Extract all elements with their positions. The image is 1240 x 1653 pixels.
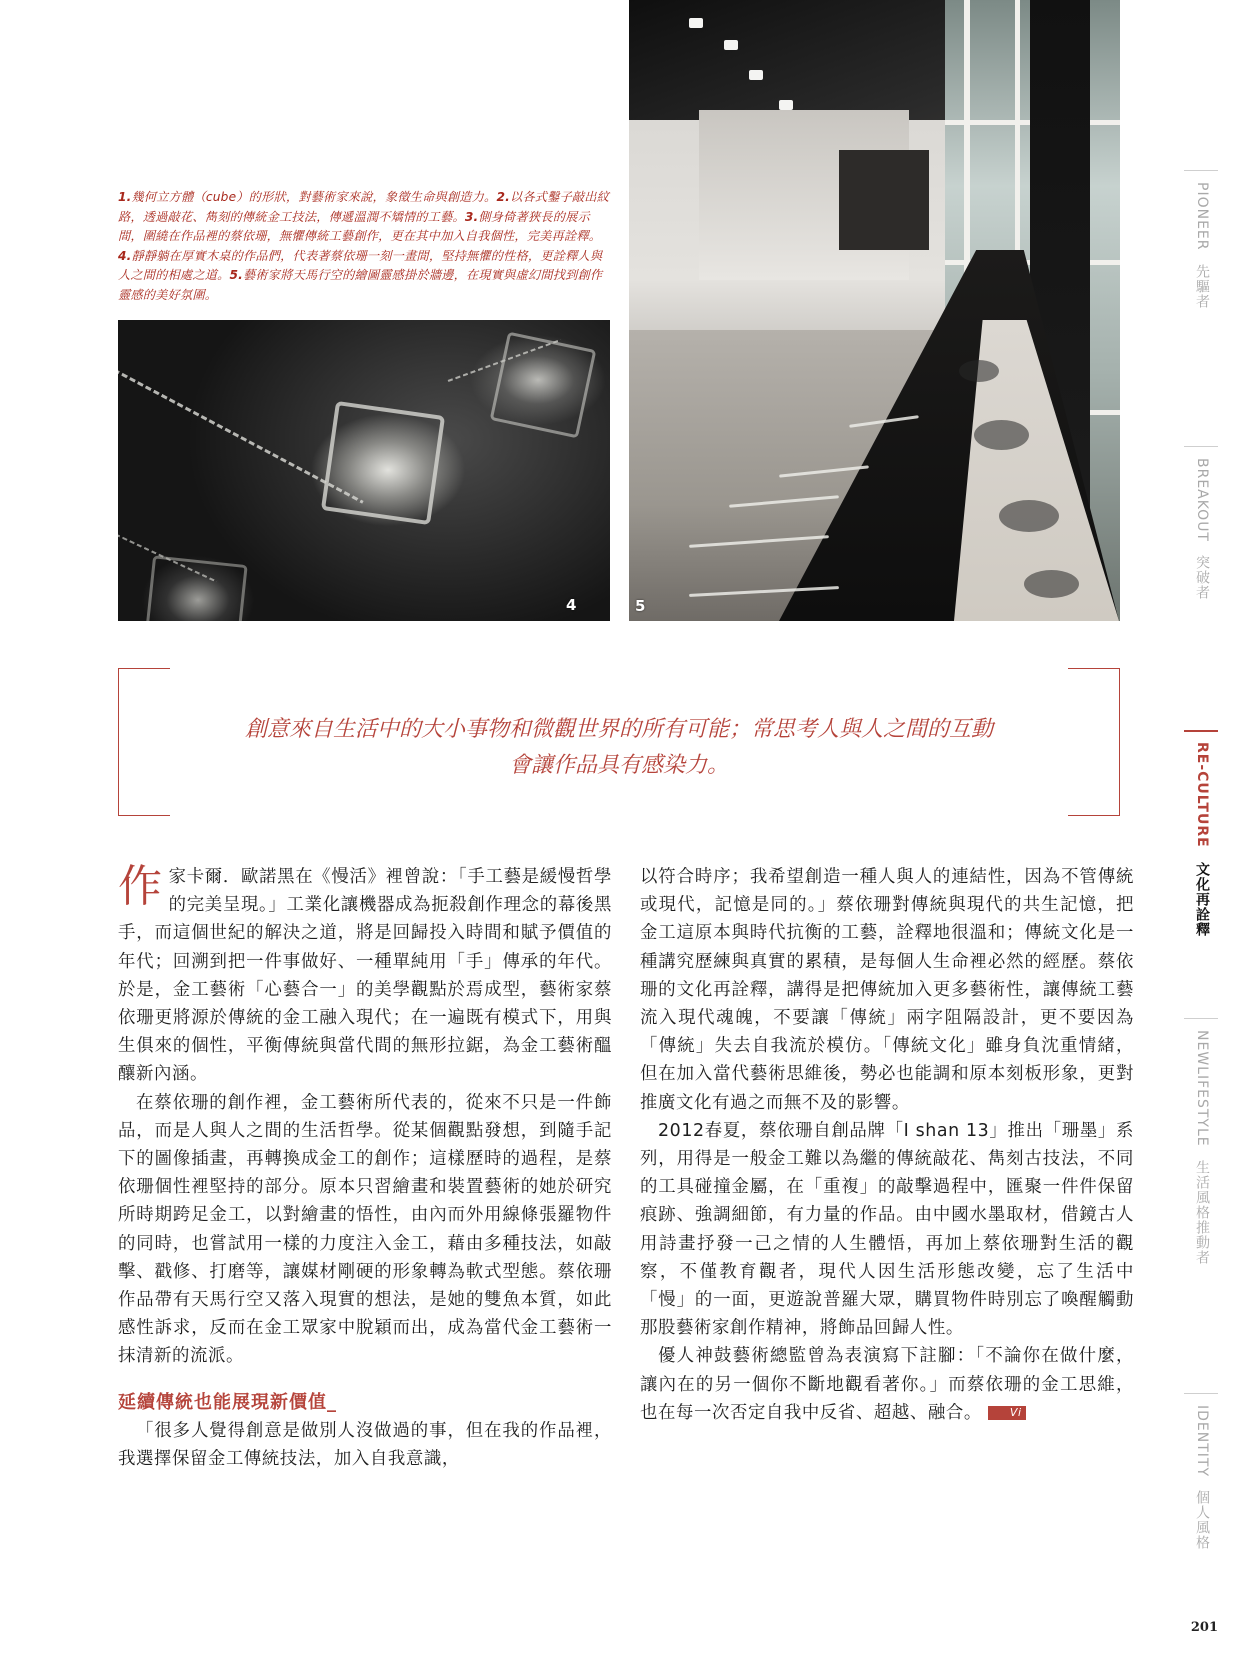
spotlight [779, 100, 793, 110]
article-paragraph: 2012春夏，蔡依珊自創品牌「I shan 13」推出「珊墨」系列，用得是一般金工難以為繼的傳統敲花、雋刻古技法，不同的工具碰撞金屬，在「重複」的敲擊過程中，匯聚一件件保留痕跡、強調細節，有力量的作品。由中國水墨取材，借鏡古人用詩畫抒發一己之情的人生體悟，再加上蔡依珊對生活的觀察，不僅教育觀者，現代人因生活形態改變，忘了生活中「慢」的一面，更遊說普羅大眾，購買物件時別忘了喚醒觸動那股藝術家創作精神，將飾品回歸人性。 [640, 1120, 1134, 1339]
photo-caption [118, 188, 610, 306]
square-pendant [321, 401, 445, 525]
caption-text-3: 側身倚著狹長的展示間，圍繞在作品裡的蔡依珊，無懼傳統工藝創作，更在其中加入自我個性，完美再詮釋。 [118, 209, 602, 244]
caption-text-5: 藝術家將天馬行空的繪圖靈感掛於牆邊，在現實與虛幻間找到創作靈感的美好氛圍。 [118, 268, 603, 302]
caption-text-2: 以各式鑿子敲出紋路，透過敲花、雋刻的傳統金工技法，傳遞溫潤不矯情的工藝。 [118, 190, 610, 224]
tab-label: BREAKOUT 突破者 [1194, 458, 1210, 601]
caption-number-3: 3. [464, 209, 479, 224]
tab-rule [1184, 1393, 1218, 1394]
square-pendant [490, 332, 597, 439]
pull-quote-line-1: 創意來自生活中的大小事物和微觀世界的所有可能；常思考人與人之間的互動 [244, 717, 993, 742]
caption-text-4: 靜靜躺在厚實木桌的作品們，代表著蔡依珊一刻一畫間，堅持無懼的性格，更詮釋人與人之間的相處之道。 [118, 248, 603, 283]
tab-rule [1184, 1018, 1218, 1019]
page-number: 201 [1190, 1620, 1218, 1635]
ink-blot [999, 500, 1059, 532]
tab-rule [1184, 730, 1218, 732]
tab-label: RE-CULTURE 文化再詮釋 [1194, 742, 1210, 937]
article-paragraph [640, 1342, 1134, 1427]
sidebar-tab-identity[interactable] [1184, 1405, 1218, 1565]
quote-bracket-right [1119, 668, 1120, 816]
quote-bracket-left [118, 668, 119, 816]
sidebar-tab-pioneer[interactable] [1184, 182, 1218, 362]
photo-number-4: 4 [566, 596, 577, 614]
quote-bracket [118, 668, 170, 688]
end-mark-icon: Vi [988, 1406, 1026, 1420]
quote-bracket [1068, 668, 1120, 688]
pull-quote-text [178, 712, 1060, 784]
photo-number-5: 5 [635, 597, 646, 615]
tab-rule [1184, 446, 1218, 447]
jewelry-closeup-photo [118, 320, 610, 621]
article-paragraph: 以符合時序；我希望創造一種人與人的連結性，因為不管傳統或現代，記憶是同的。」蔡依珊對傳統與現代的共生記憶，把金工這原本與時代抗衡的工藝，詮釋地很溫和；傳統文化是一種講究歷練與真實的累積，是每個人生命裡必然的經歷。蔡依珊的文化再詮釋，講得是把傳統加入更多藝術性，讓傳統工藝流入現代魂魄，不要讓「傳統」兩字阻隔設計，更不要因為「傳統」失去自我流於模仿。「傳統文化」雖身負沈重情緒，但在加入當代藝術思維後，勢必也能調和原本刻板形象，更對推廣文化有過之而無不及的影響。 [640, 867, 1134, 1113]
spotlight [724, 40, 738, 50]
paragraph-text: 家卡爾．歐諾黑在《慢活》裡曾說：「手工藝是緩慢哲學的完美呈現。」工業化讓機器成為扼殺創作理念的幕後黑手，而這個世紀的解決之道，將是回歸投入時間和賦予價值的年代；回溯到把一件事做好、一種單純用「手」傳承的年代。於是，金工藝術「心藝合一」的美學觀點於焉成型，藝術家蔡依珊更將源於傳統的金工融入現代；在一遍既有模式下，用與生俱來的個性，平衡傳統與當代間的無形拉鋸，為金工藝術醞釀新內涵。 [118, 867, 612, 1085]
article-column-right [640, 863, 1134, 1427]
spotlight [689, 18, 703, 28]
tab-rule [1184, 170, 1218, 171]
section-subheading: 延續傳統也能展現新價值_ [118, 1391, 337, 1413]
caption-number-4: 4. [118, 248, 132, 263]
article-paragraph: 在蔡依珊的創作裡，金工藝術所代表的，從來不只是一件飾品，而是人與人之間的生活哲學。從某個觀點發想，到隨手記下的圖像插畫，再轉換成金工的創作；這樣歷時的過程，是蔡依珊個性裡堅持的部分。原本只習繪畫和裝置藝術的她於研究所時期跨足金工，以對繪畫的悟性，由內而外用線條張羅物件的同時，也嘗試用一樣的力度注入金工，藉由多種技法，如敲擊、戳修、打磨等，讓媒材剛硬的形象轉為軟式型態。蔡依珊作品帶有天馬行空又落入現實的想法，是她的雙魚本質，如此感性訴求，反而在金工眾家中脫穎而出，成為當代金工藝術一抹清新的流派。 [118, 1092, 612, 1367]
quote-bracket [118, 796, 170, 816]
caption-text-1: 幾何立方體（cube）的形狀，對藝術家來說，象徵生命與創造力。 [131, 190, 497, 204]
ink-blot [959, 360, 999, 382]
article-paragraph [118, 863, 612, 1089]
sidebar-tab-breakout[interactable] [1184, 458, 1218, 638]
ink-blot [974, 420, 1029, 450]
drop-cap: 作 [118, 861, 163, 912]
sidebar-tab-re-culture[interactable] [1184, 742, 1218, 942]
caption-number-2: 2. [496, 190, 510, 204]
sidebar-tab-newlifestyle[interactable] [1184, 1030, 1218, 1320]
pull-quote [118, 668, 1120, 816]
gallery-dark-panel [839, 150, 929, 250]
spotlight [749, 70, 763, 80]
caption-number-1: 1. [118, 190, 132, 204]
tab-label: PIONEER 先驅者 [1194, 182, 1210, 309]
paragraph-text: 優人神鼓藝術總監曾為表演寫下註腳：「不論你在做什麼，讓內在的另一個你不斷地觀看著你。」而蔡依珊的金工思維，也在每一次否定自我中反省、超越、融合。 [640, 1346, 1134, 1423]
ink-blot [1024, 570, 1079, 598]
article-column-left [118, 863, 612, 1473]
square-pendant [143, 555, 247, 621]
article-paragraph: 「很多人覺得創意是做別人沒做過的事，但在我的作品裡，我選擇保留金工傳統技法，加入自我意識， [118, 1420, 612, 1469]
gallery-interior-photo [629, 0, 1120, 621]
tab-label: IDENTITY 個人風格 [1194, 1405, 1210, 1551]
quote-bracket [1068, 796, 1120, 816]
pull-quote-line-2: 會讓作品具有感染力。 [508, 753, 729, 778]
tab-label: NEWLIFESTYLE 生活風格推動者 [1194, 1030, 1210, 1266]
caption-number-5: 5. [229, 268, 244, 283]
